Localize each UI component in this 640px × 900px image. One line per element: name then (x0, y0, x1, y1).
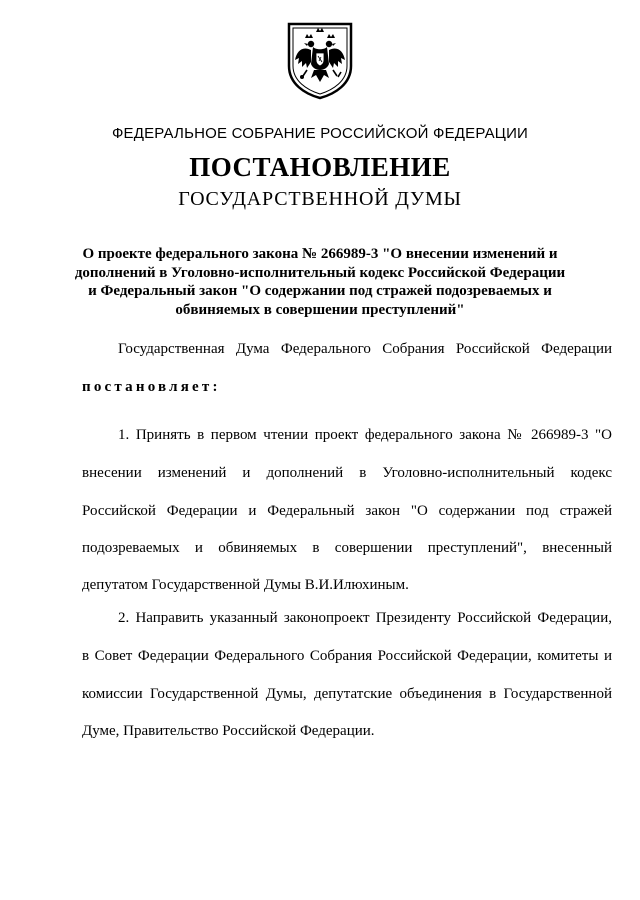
document-title: ПОСТАНОВЛЕНИЕ (189, 152, 451, 182)
item-line: Думе, Правительство Российской Федерации. (82, 723, 375, 739)
item-line: в Совет Федерации Федерального Собрания Российской Федерации, комитеты и (82, 648, 612, 664)
item-line: депутатом Государственной Думы В.И.Илюхиным. (82, 577, 409, 593)
item-line: внесении изменений и дополнений в Уголовно-исполнительный кодекс (82, 465, 612, 481)
subject-line: О проекте федерального закона № 266989-3 "О внесении изменений и (82, 246, 558, 262)
preamble-line: Государственная Дума Федерального Собрания Российской Федерации (118, 341, 612, 357)
item-line: комиссии Государственной Думы, депутатские объединения в Государственной (82, 686, 612, 702)
subject-line: обвиняемых в совершении преступлений" (175, 301, 465, 318)
russian-coat-of-arms-icon (283, 20, 357, 100)
decree-word: постановляет: (82, 379, 221, 395)
document-subject (70, 245, 570, 319)
item-line: подозреваемых и обвиняемых в совершении преступлений", внесенный (82, 540, 612, 556)
organization-name: ФЕДЕРАЛЬНОЕ СОБРАНИЕ РОССИЙСКОЙ ФЕДЕРАЦИИ (111, 125, 529, 142)
subject-line: и Федеральный закон "О содержании под стражей подозреваемых и (88, 283, 552, 299)
document-subtitle: ГОСУДАРСТВЕННОЙ ДУМЫ (178, 188, 462, 210)
item-line: 2. Направить указанный законопроект Президенту Российской Федерации, (118, 610, 612, 626)
subject-line: дополнений в Уголовно-исполнительный кодекс Российской Федерации (74, 264, 566, 281)
item-line: Российской Федерации и Федеральный закон "О содержании под стражей (82, 503, 612, 519)
item-line: 1. Принять в первом чтении проект федерального закона № 266989-3 "О (118, 427, 612, 443)
